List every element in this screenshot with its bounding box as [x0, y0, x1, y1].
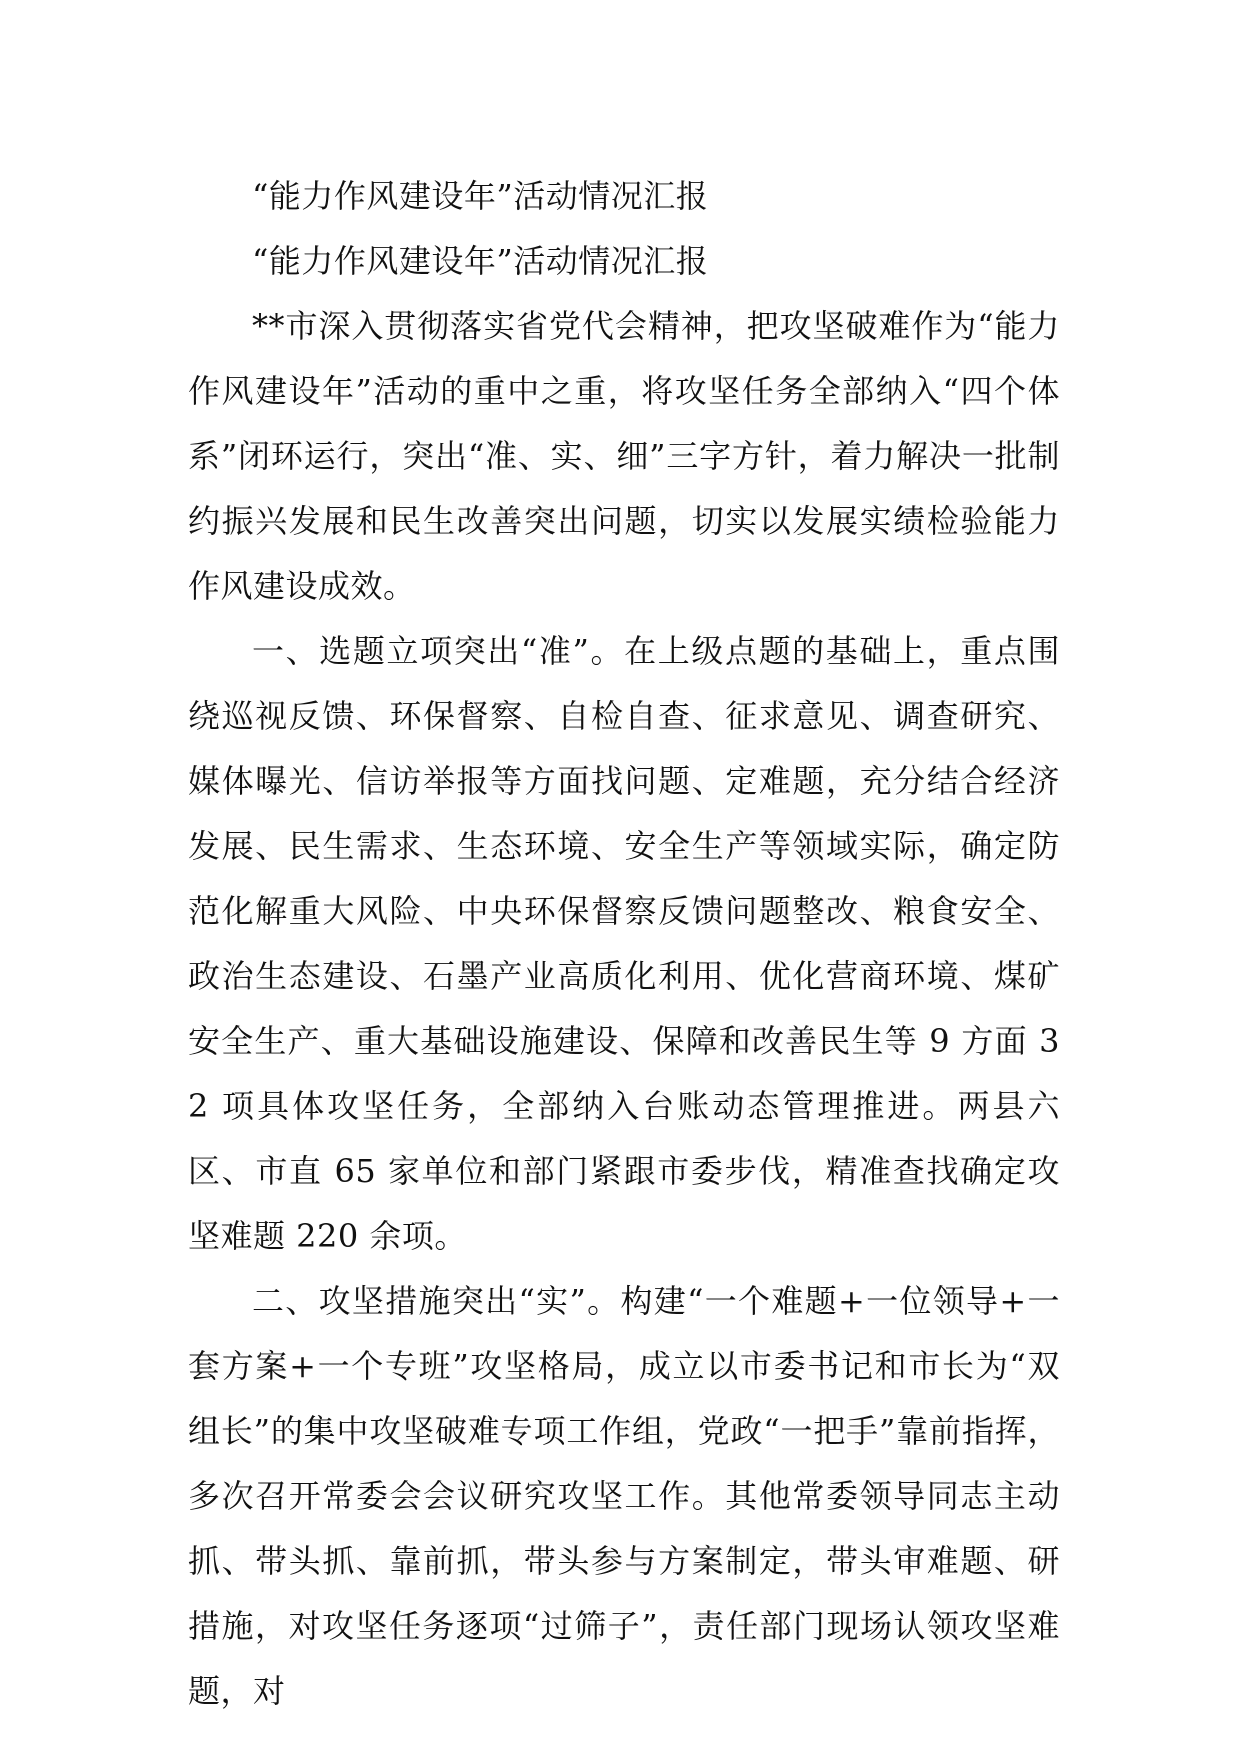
section-two-paragraph: 二、攻坚措施突出“实”。构建“一个难题+一位领导+一套方案+一个专班”攻坚格局，成立以市委书记和市长为“双组长”的集中攻坚破难专项工作组，党政“一把手”靠前指挥，多次召开常委会会议研究攻坚工作。其他常委领导同志主动抓、带头抓、靠前抓，带头参与方案制定，带头审难题、研措施，对攻坚任务逐项“过筛子”，责任部门现场认领攻坚难题，对: [188, 1282, 1060, 1710]
document-title-repeat: “能力作风建设年”活动情况汇报: [252, 242, 709, 280]
section-one-paragraph: 一、选题立项突出“准”。在上级点题的基础上，重点围绕巡视反馈、环保督察、自检自查、征求意见、调查研究、媒体曝光、信访举报等方面找问题、定难题，充分结合经济发展、民生需求、生态环境、安全生产等领域实际，确定防范化解重大风险、中央环保督察反馈问题整改、粮食安全、政治生态建设、石墨产业高质化利用、优化营商环境、煤矿安全生产、重大基础设施建设、保障和改善民生等 9 方面 32 项具体攻坚任务，全部纳入台账动态管理推进。两县六区、市直 65 家单位和部门紧跟市委步伐，精准查找确定攻坚难题 220 余项。: [188, 632, 1060, 1255]
document-title: “能力作风建设年”活动情况汇报: [252, 177, 709, 215]
intro-paragraph: **市深入贯彻落实省党代会精神，把攻坚破难作为“能力作风建设年”活动的重中之重，将攻坚任务全部纳入“四个体系”闭环运行，突出“准、实、细”三字方针，着力解决一批制约振兴发展和民生改善突出问题，切实以发展实绩检验能力作风建设成效。: [188, 307, 1060, 605]
document-body: [188, 164, 1060, 1724]
